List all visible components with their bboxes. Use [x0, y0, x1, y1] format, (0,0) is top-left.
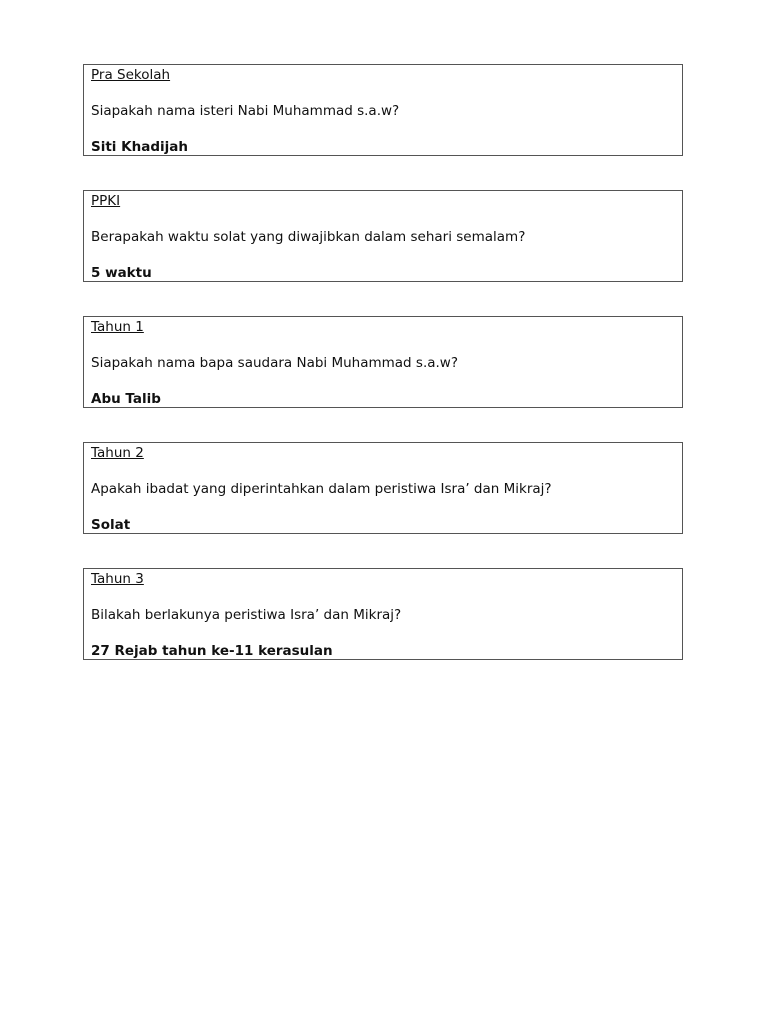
card-answer: 27 Rejab tahun ke-11 kerasulan: [91, 643, 333, 659]
card-level-label: Tahun 3: [91, 571, 144, 587]
card-level-label: Tahun 1: [91, 319, 144, 335]
card-level-label: Tahun 2: [91, 445, 144, 461]
card-answer: 5 waktu: [91, 265, 152, 281]
card-level-label: Pra Sekolah: [91, 67, 171, 83]
card-answer: Solat: [91, 517, 131, 533]
quiz-card-pra-sekolah: [83, 64, 683, 156]
quiz-card-tahun-3: [83, 568, 683, 660]
card-answer: Siti Khadijah: [91, 139, 188, 155]
card-question: Bilakah berlakunya peristiwa Isra’ dan Mikraj?: [91, 607, 402, 623]
card-question: Siapakah nama bapa saudara Nabi Muhammad s.a.w?: [91, 355, 459, 371]
card-level-label: PPKI: [91, 193, 121, 209]
card-question: Berapakah waktu solat yang diwajibkan dalam sehari semalam?: [91, 229, 526, 245]
quiz-card-ppki: [83, 190, 683, 282]
card-question: Siapakah nama isteri Nabi Muhammad s.a.w?: [91, 103, 400, 119]
card-question: Apakah ibadat yang diperintahkan dalam peristiwa Isra’ dan Mikraj?: [91, 481, 552, 497]
quiz-card-tahun-1: [83, 316, 683, 408]
quiz-card-tahun-2: [83, 442, 683, 534]
card-answer: Abu Talib: [91, 391, 161, 407]
